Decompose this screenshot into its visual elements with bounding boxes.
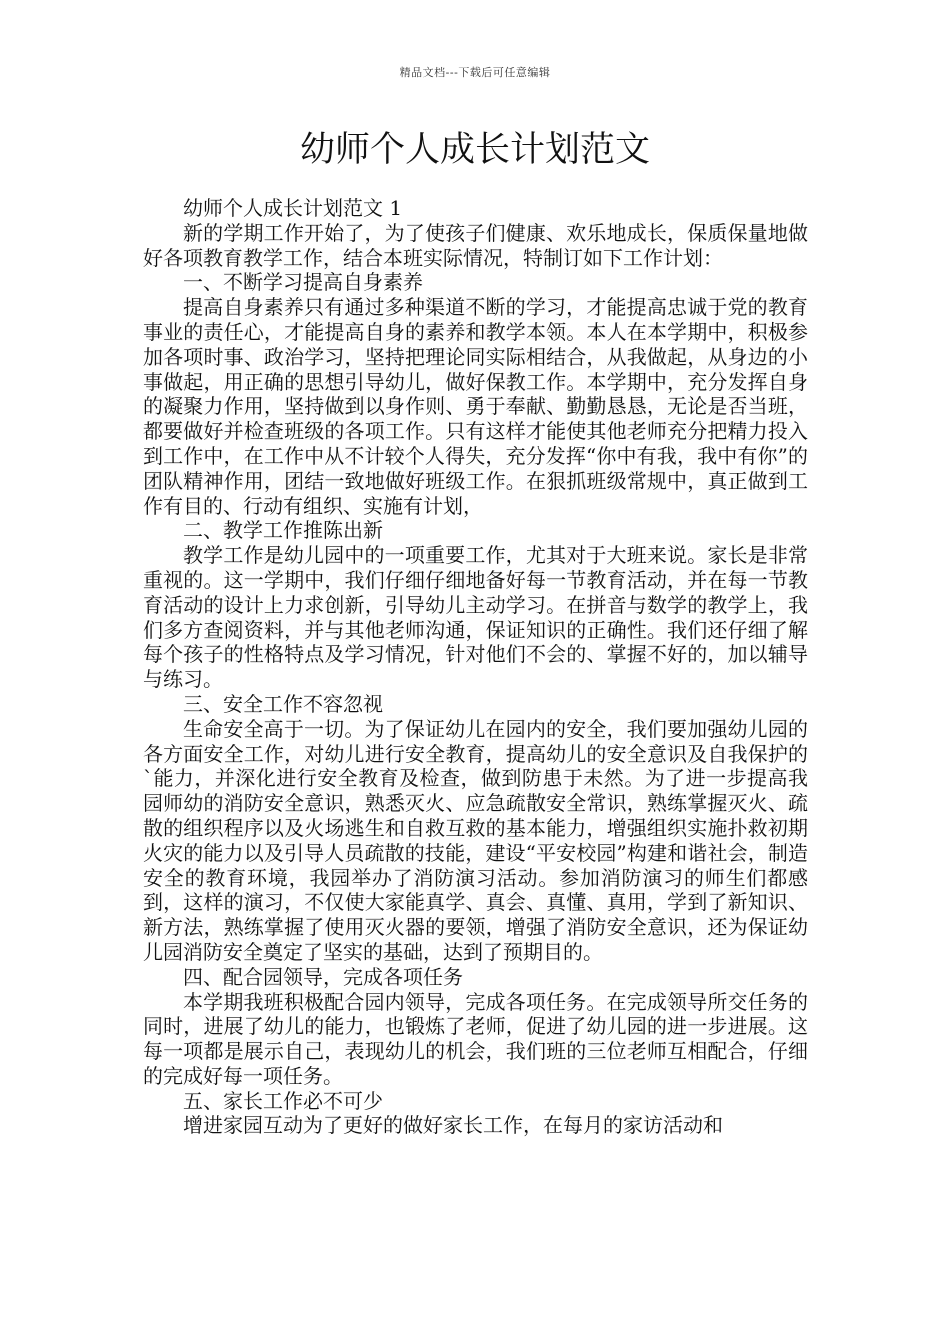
section-heading-5: 五、家长工作必不可少 xyxy=(183,1088,383,1113)
paragraph-intro: 新的学期工作开始了，为了使孩子们健康、欢乐地成长，保质保量地做好各项教育教学工作，结合本班实际情况，特制订如下工作计划： xyxy=(143,220,808,270)
document-body xyxy=(143,196,808,1138)
paragraph-section-5: 增进家园互动为了更好的做好家长工作，在每月的家访活动和 xyxy=(183,1113,723,1138)
paragraph-section-3: 生命安全高于一切。为了保证幼儿在园内的安全，我们要加强幼儿园的各方面安全工作，对幼儿进行安全教育，提高幼儿的安全意识及自我保护的`能力，并深化进行安全教育及检查，做到防患于未然。为了进一步提高我园师幼的消防安全意识，熟悉灭火、应急疏散安全常识，熟练掌握灭火、疏散的组织程序以及火场逃生和自救互救的基本能力，增强组织实施扑救初期火灾的能力以及引导人员疏散的技能，建设“平安校园”构建和谐社会，制造安全的教育环境，我园举办了消防演习活动。参加消防演习的师生们都感到，这样的演习，不仅使大家能真学、真会、真懂、真用，学到了新知识、新方法，熟练掌握了使用灭火器的要领，增强了消防安全意识，还为保证幼儿园消防安全奠定了坚实的基础，达到了预期目的。 xyxy=(143,716,808,964)
paragraph-subtitle: 幼师个人成长计划范文 1 xyxy=(183,196,403,220)
section-heading-4: 四、配合园领导，完成各项任务 xyxy=(183,964,463,989)
paragraph-section-4: 本学期我班积极配合园内领导，完成各项任务。在完成领导所交任务的同时，进展了幼儿的能力，也锻炼了老师，促进了幼儿园的进一步进展。这每一项都是展示自己，表现幼儿的机会，我们班的三位老师互相配合，仔细的完成好每一项任务。 xyxy=(143,989,808,1088)
page-header-note: 精品文档---下载后可任意编辑 xyxy=(399,66,551,79)
section-heading-2: 二、教学工作推陈出新 xyxy=(183,518,383,543)
paragraph-section-2: 教学工作是幼儿园中的一项重要工作，尤其对于大班来说。家长是非常重视的。这一学期中，我们仔细仔细地备好每一节教育活动，并在每一节教育活动的设计上力求创新，引导幼儿主动学习。在拼音与数学的教学上，我们多方查阅资料，并与其他老师沟通，保证知识的正确性。我们还仔细了解每个孩子的性格特点及学习情况，针对他们不会的、掌握不好的，加以辅导与练习。 xyxy=(143,543,808,692)
section-heading-1: 一、不断学习提高自身素养 xyxy=(183,270,423,295)
section-heading-3: 三、安全工作不容忽视 xyxy=(183,691,383,716)
document-title: 幼师个人成长计划范文 xyxy=(299,130,650,170)
paragraph-section-1: 提高自身素养只有通过多种渠道不断的学习，才能提高忠诚于党的教育事业的责任心，才能提高自身的素养和教学本领。本人在本学期中，积极参加各项时事、政治学习，坚持把理论同实际相结合，从我做起，从身边的小事做起，用正确的思想引导幼儿，做好保教工作。本学期中，充分发挥自身的凝聚力作用，坚持做到以身作则、勇于奉献、勤勤恳恳，无论是否当班，都要做好并检查班级的各项工作。只有这样才能使其他老师充分把精力投入到工作中，在工作中从不计较个人得失，充分发挥“你中有我，我中有你”的团队精神作用，团结一致地做好班级工作。在狠抓班级常规中，真正做到工作有目的、行动有组织、实施有计划， xyxy=(143,295,808,518)
